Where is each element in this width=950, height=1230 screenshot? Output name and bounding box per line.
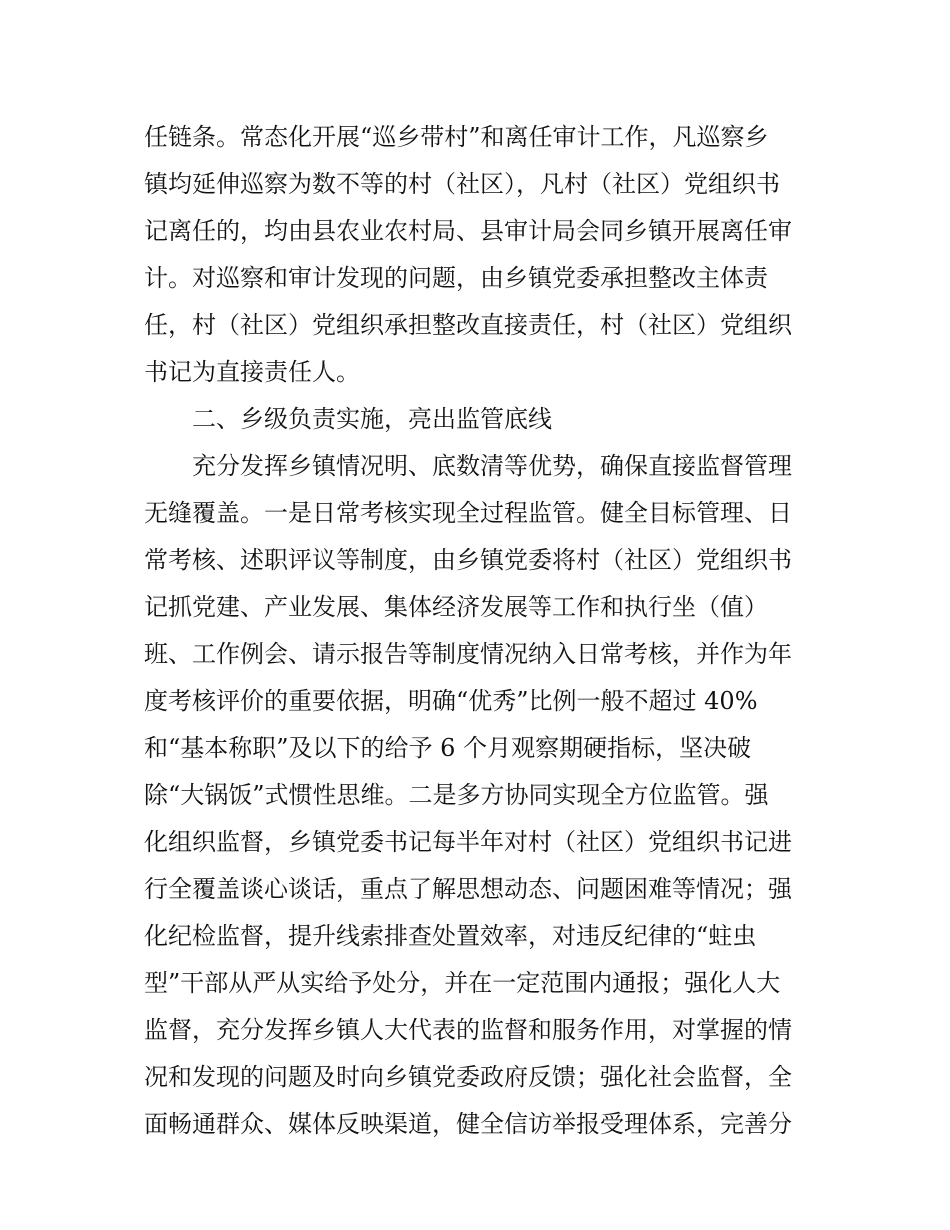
section-heading: 二、乡级负责实施，亮出监管底线 (192, 405, 552, 433)
text-line: 化组织监督，乡镇党委书记每半年对村（社区）党组织书记进 (144, 828, 792, 856)
text-line: 书记为直接责任人。 (144, 358, 360, 386)
text-line: 监督，充分发挥乡镇人大代表的监督和服务作用，对掌握的情 (144, 1016, 792, 1044)
text-line: 况和发现的问题及时向乡镇党委政府反馈；强化社会监督，全 (144, 1063, 792, 1091)
text-line: 计。对巡察和审计发现的问题，由乡镇党委承担整改主体责 (144, 264, 768, 292)
text-line: 镇均延伸巡察为数不等的村（社区），凡村（社区）党组织书 (144, 170, 780, 198)
text-line: 行全覆盖谈心谈话，重点了解思想动态、问题困难等情况；强 (144, 875, 792, 903)
text-line: 任，村（社区）党组织承担整改直接责任，村（社区）党组织 (144, 311, 792, 339)
text-line: 度考核评价的重要依据，明确“优秀”比例一般不超过 40% (144, 687, 758, 715)
text-line: 班、工作例会、请示报告等制度情况纳入日常考核，并作为年 (144, 640, 792, 668)
text-line: 充分发挥乡镇情况明、底数清等优势，确保直接监督管理 (192, 452, 792, 480)
text-line: 无缝覆盖。一是日常考核实现全过程监管。健全目标管理、日 (144, 499, 792, 527)
text-line: 任链条。常态化开展“巡乡带村”和离任审计工作，凡巡察乡 (144, 123, 769, 151)
text-line: 面畅通群众、媒体反映渠道，健全信访举报受理体系，完善分 (144, 1110, 792, 1138)
text-line: 除“大锅饭”式惯性思维。二是多方协同实现全方位监管。强 (144, 781, 769, 809)
text-line: 常考核、述职评议等制度，由乡镇党委将村（社区）党组织书 (144, 546, 792, 574)
text-line: 化纪检监督，提升线索排查处置效率，对违反纪律的“蛀虫 (144, 922, 757, 950)
text-line: 记抓党建、产业发展、集体经济发展等工作和执行坐（值） (144, 593, 768, 621)
text-line: 记离任的，均由县农业农村局、县审计局会同乡镇开展离任审 (144, 217, 792, 245)
text-line: 和“基本称职”及以下的给予 6 个月观察期硬指标，坚决破 (144, 734, 752, 762)
text-line: 型”干部从严从实给予处分，并在一定范围内通报；强化人大 (144, 969, 781, 997)
